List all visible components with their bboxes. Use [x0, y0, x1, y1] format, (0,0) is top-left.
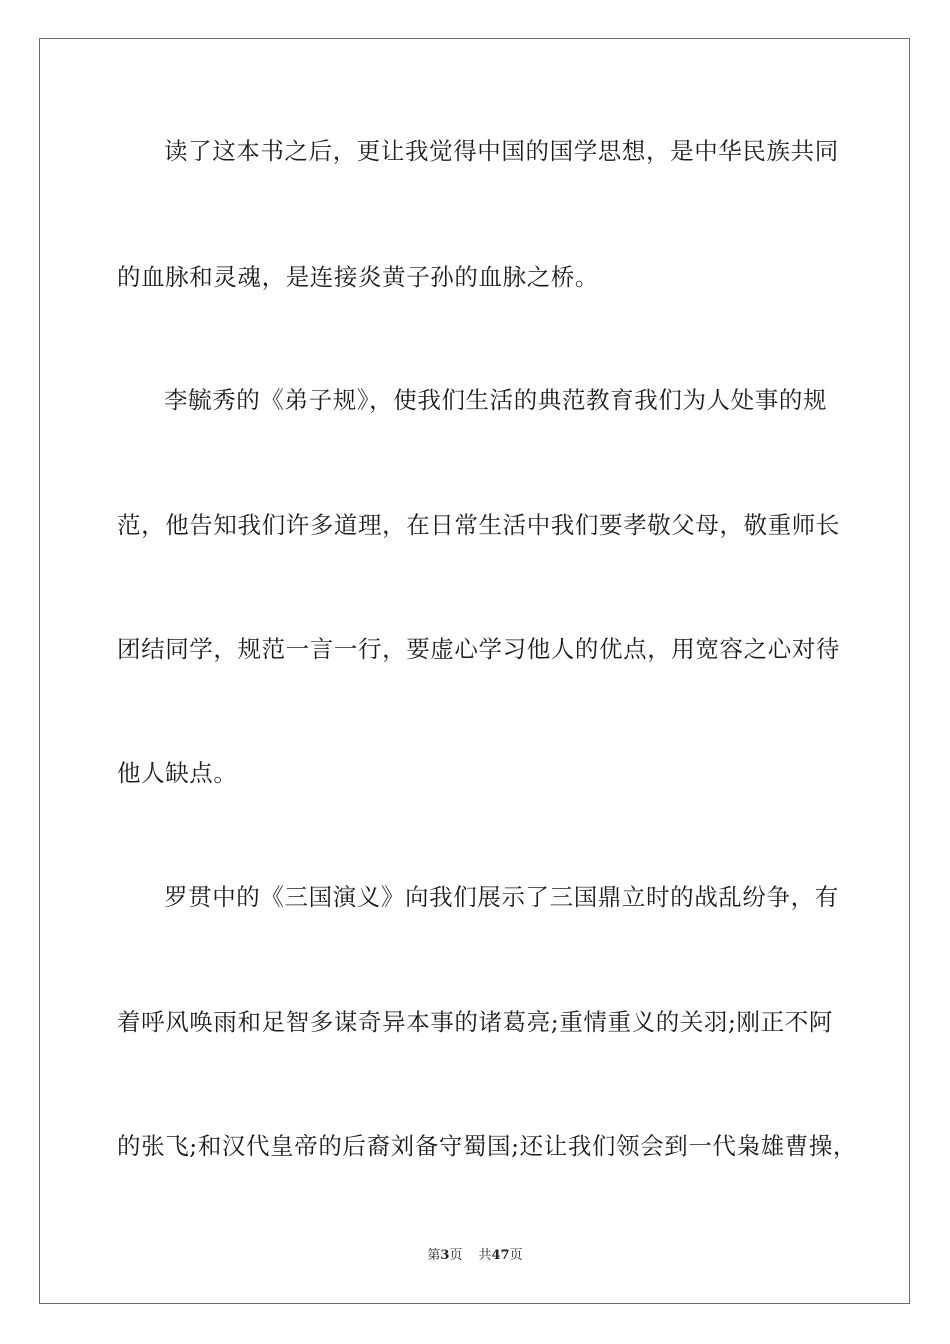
- paragraph-2-line-2: 范，他告知我们许多道理，在日常生活中我们要孝敬父母，敬重师长: [117, 511, 840, 539]
- paragraph-1-line-2: 的血脉和灵魂，是连接炎黄子孙的血脉之桥。: [117, 263, 599, 291]
- total-pages: 47: [491, 1248, 510, 1263]
- paragraph-1-line-1: 读了这本书之后，更让我觉得中国的国学思想，是中华民族共同: [164, 137, 839, 165]
- total-prefix: 共: [478, 1248, 492, 1263]
- page-border: [39, 38, 910, 1304]
- paragraph-3-line-1: 罗贯中的《三国演义》向我们展示了三国鼎立时的战乱纷争，有: [164, 883, 839, 911]
- total-suffix: 页: [509, 1248, 523, 1263]
- paragraph-3-line-2: 着呼风唤雨和足智多谋奇异本事的诸葛亮;重情重义的关羽;刚正不阿: [117, 1008, 833, 1036]
- page-footer: [0, 1247, 950, 1265]
- paragraph-2-line-4: 他人缺点。: [117, 759, 238, 787]
- paragraph-3-line-3: 的张飞;和汉代皇帝的后裔刘备守蜀国;还让我们领会到一代枭雄曹操，: [117, 1132, 858, 1160]
- paragraph-2-line-3: 团结同学，规范一言一行，要虚心学习他人的优点，用宽容之心对待: [117, 635, 840, 663]
- page-prefix: 第: [427, 1248, 441, 1263]
- page-suffix: 页: [449, 1248, 463, 1263]
- paragraph-2-line-1: 李毓秀的《弟子规》，使我们生活的典范教育我们为人处事的规: [164, 386, 828, 414]
- page-number: 3: [440, 1248, 450, 1263]
